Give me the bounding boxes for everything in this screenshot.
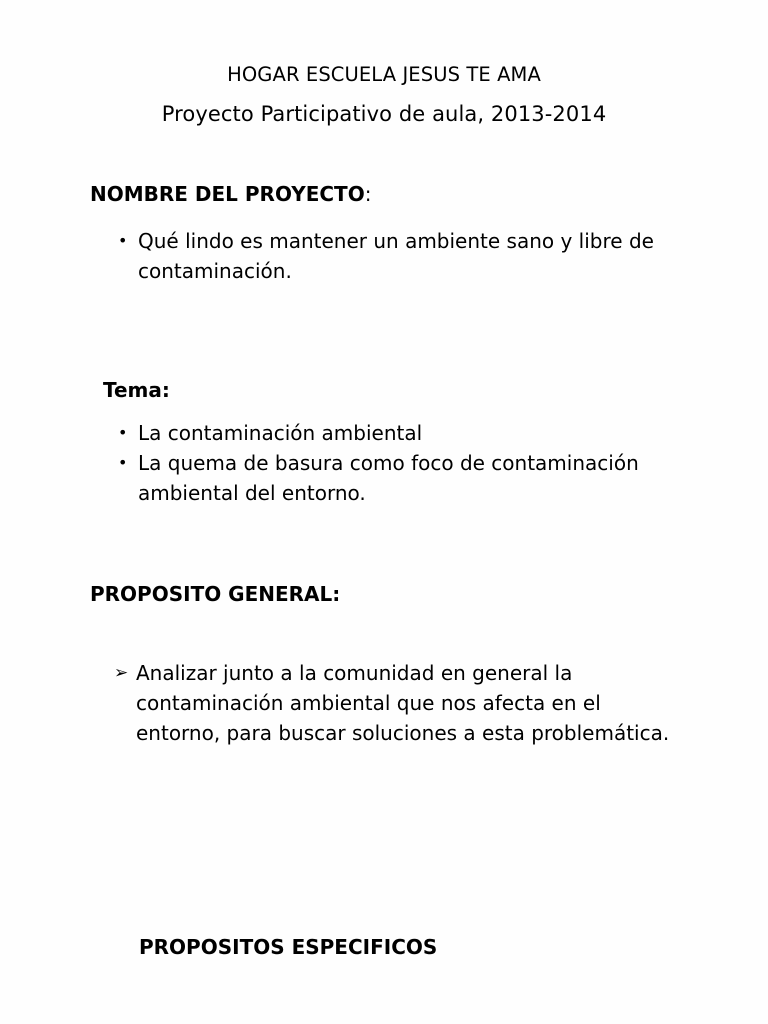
- bullet-dot-icon: •: [118, 231, 128, 250]
- bullet-list-proposito-general: [116, 658, 678, 748]
- school-title: HOGAR ESCUELA JESUS TE AMA: [227, 63, 541, 86]
- document-header: [0, 62, 768, 128]
- list-item-text: La contaminación ambiental: [138, 421, 423, 445]
- section-heading-tema: Tema:: [103, 378, 170, 402]
- list-item-text: Qué lindo es mantener un ambiente sano y libre de contaminación.: [138, 229, 654, 283]
- list-item: [118, 418, 658, 448]
- bullet-dot-icon: •: [118, 453, 128, 472]
- section-heading-nombre-text: NOMBRE DEL PROYECTO: [90, 182, 365, 206]
- list-item: [118, 226, 670, 286]
- bullet-arrow-icon: ➢: [114, 663, 129, 683]
- section-heading-proposito-general: PROPOSITO GENERAL:: [90, 582, 341, 606]
- bullet-list-nombre-del-proyecto: [118, 226, 670, 286]
- bullet-dot-icon: •: [118, 423, 128, 442]
- bullet-list-tema: [118, 418, 658, 508]
- list-item-text: La quema de basura como foco de contaminación ambiental del entorno.: [138, 451, 639, 505]
- list-item: [118, 448, 658, 508]
- section-heading-nombre-del-proyecto: [90, 181, 371, 207]
- list-item-text: Analizar junto a la comunidad en general la contaminación ambiental que nos afecta en el entorno, para buscar soluciones a esta problemática.: [136, 661, 670, 745]
- section-heading-nombre-colon: :: [364, 182, 372, 206]
- list-item: [116, 658, 678, 748]
- section-heading-propositos-especificos: PROPOSITOS ESPECIFICOS: [139, 935, 438, 959]
- project-subtitle: Proyecto Participativo de aula, 2013-2014: [161, 102, 607, 126]
